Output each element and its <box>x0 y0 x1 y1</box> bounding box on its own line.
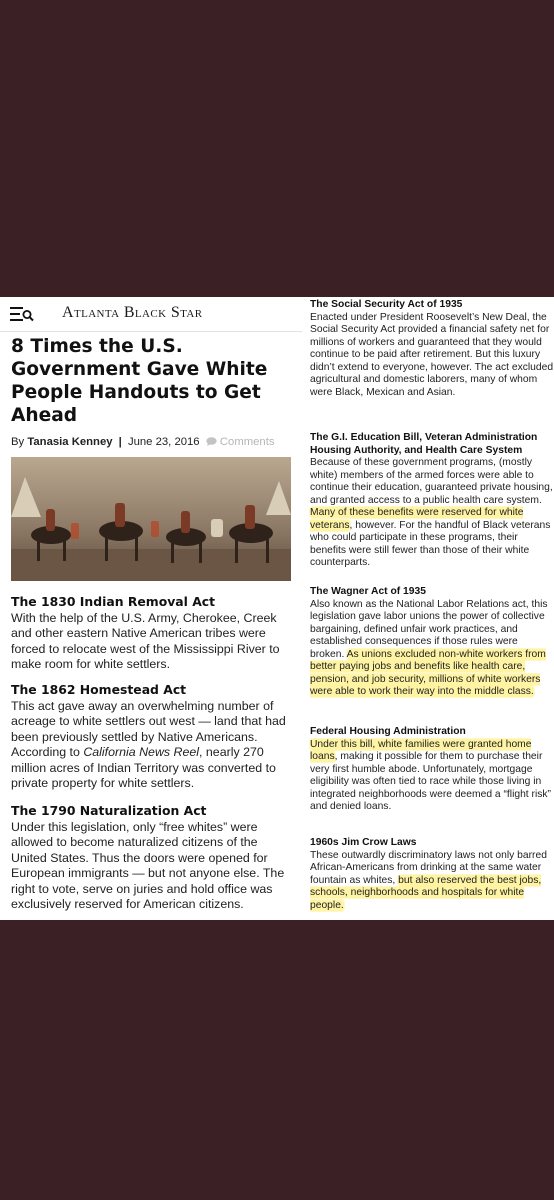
byline-separator: | <box>118 436 122 448</box>
article-column <box>0 297 302 920</box>
section-body <box>310 599 554 699</box>
section-fha <box>310 726 554 814</box>
section-homestead <box>11 682 296 791</box>
byline <box>11 436 275 448</box>
section-title: The 1790 Naturalization Act <box>11 803 207 818</box>
body-text: , however. For the handful of Black veterans who could participate in these programs, their benefits were still fewer than those of their white counterparts. <box>310 519 551 568</box>
site-logo[interactable]: Atlanta Black Star <box>62 304 203 321</box>
section-title: 1960s Jim Crow Laws <box>310 837 417 848</box>
section-body <box>310 739 554 814</box>
byline-prefix: By <box>11 436 25 448</box>
section-wagner-act <box>310 586 554 699</box>
section-title: The G.I. Education Bill, Veteran Administration Housing Authority, and Health Care System <box>310 432 538 456</box>
body-text: This act gave away an overwhelming number of acreage to white settlers out west — land that had been previously settled by Native Americans. According to <box>11 699 286 760</box>
section-title: The Social Security Act of 1935 <box>310 299 463 310</box>
section-title: Federal Housing Administration <box>310 726 466 737</box>
comments-link[interactable]: Comments <box>219 436 275 448</box>
article-headline: 8 Times the U.S. Government Gave White People Handouts to Get Ahead <box>11 336 268 426</box>
section-body <box>310 457 554 570</box>
excerpt-column <box>302 297 554 920</box>
section-indian-removal <box>11 594 296 673</box>
author-link[interactable]: Tanasia Kenney <box>27 436 113 448</box>
hero-painting <box>11 457 291 581</box>
section-body: With the help of the U.S. Army, Cherokee, Creek and other eastern Native American tribes were forced to relocate west of the Mississippi River to make room for white settlers. <box>11 611 280 672</box>
section-title: The Wagner Act of 1935 <box>310 586 426 597</box>
section-title: The 1862 Homestead Act <box>11 682 187 697</box>
section-jim-crow <box>310 837 554 912</box>
body-text: Also known as the National Labor Relations act, this legislation gave labor unions the power of collective bargaining, defined unfair work practices, and established consequences if those rules were broken. <box>310 598 548 660</box>
section-body <box>11 699 296 791</box>
section-naturalization <box>11 803 296 912</box>
highlighted-text: but also reserved the best jobs, schools, neighborhoods and hospitals for white people. <box>310 874 542 911</box>
highlighted-text: Many of these benefits were reserved for white veterans <box>310 507 524 531</box>
comment-bubble-icon[interactable] <box>206 437 217 446</box>
screenshot-panel <box>0 297 554 920</box>
body-text: , nearly 270 million acres of Indian Territory was converted to private property for white settlers. <box>11 745 276 791</box>
publish-date: June 23, 2016 <box>127 436 200 448</box>
body-text: Because of these government programs, (mostly white) members of the armed forces were able to continue their education, guaranteed private housing, and granted access to a public health care system. <box>310 457 553 506</box>
section-body: Enacted under President Roosevelt’s New Deal, the Social Security Act provided a financial safety net for millions of workers and guaranteed that they would continue to be paid after retirement. But this luxury didn’t extend to everyone, however. The act excluded agricultural and domestic laborers, many of whom were Black, Mexican and Asian. <box>310 311 554 398</box>
section-title: The 1830 Indian Removal Act <box>11 594 216 609</box>
section-gi-bill <box>310 432 554 570</box>
highlighted-text: As unions excluded non-white workers from better paying jobs and benefits like health care, pension, and job security, millions of white workers were able to work their way into the middle class. <box>310 648 546 697</box>
section-body <box>310 850 554 913</box>
section-social-security <box>310 299 554 399</box>
body-text: , making it possible for them to purchase their very first humble abode. Unfortunately, mortgage eligibility was often tied to race while those living in integrated neighborhoods were deemed a “flight risk” and denied loans. <box>310 751 551 812</box>
highlighted-text: Under this bill, white families were granted home loans <box>310 738 532 762</box>
section-body: Under this legislation, only “free whites” were allowed to become naturalized citizens of the United States. Thus the doors were opened for European immigrants — but not anyone else. The right to vote, serve on juries and hold office was exclusively reserved for American citizens. <box>11 820 285 912</box>
source-name: California News Reel <box>83 745 200 760</box>
body-text: These outwardly discriminatory laws not only barred African-Americans from drinking at the same water fountain as whites, <box>310 849 547 886</box>
menu-search-icon[interactable] <box>10 306 34 322</box>
site-header <box>0 297 302 332</box>
